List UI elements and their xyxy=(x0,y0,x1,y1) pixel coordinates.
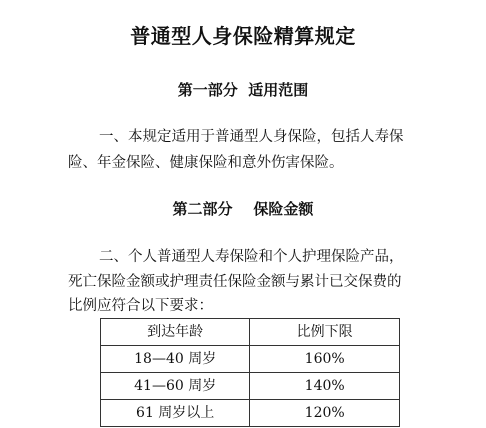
table-cell-age: 18—40 周岁 xyxy=(101,346,250,373)
table-row xyxy=(101,400,400,427)
table-cell-age: 41—60 周岁 xyxy=(101,373,250,400)
table-header-row xyxy=(101,319,400,346)
paragraph-line: 死亡保险金额或护理责任保险金额与累计已交保费的 xyxy=(68,274,402,290)
document-title: 普通型人身保险精算规定 xyxy=(130,24,356,48)
paragraph-line: 比例应符合以下要求： xyxy=(68,298,213,314)
section-heading-scope: 第一部分 适用范围 xyxy=(177,81,309,99)
section-heading-sum-insured: 第二部分 保险金额 xyxy=(172,200,314,218)
table-cell-ratio: 120% xyxy=(250,400,400,427)
table-header-ratio: 比例下限 xyxy=(250,319,400,346)
table-header-age: 到达年龄 xyxy=(101,319,250,346)
paragraph-line: 险、年金保险、健康保险和意外伤害保险。 xyxy=(68,155,344,171)
table-cell-age: 61 周岁以上 xyxy=(101,400,250,427)
table-row xyxy=(101,373,400,400)
paragraph-line: 二、个人普通型人寿保险和个人护理保险产品， xyxy=(99,249,404,265)
table-cell-ratio: 160% xyxy=(250,346,400,373)
table-row xyxy=(101,346,400,373)
ratio-table xyxy=(100,318,400,427)
paragraph-line: 一、本规定适用于普通型人身保险，包括人寿保 xyxy=(99,129,404,145)
table-cell-ratio: 140% xyxy=(250,373,400,400)
